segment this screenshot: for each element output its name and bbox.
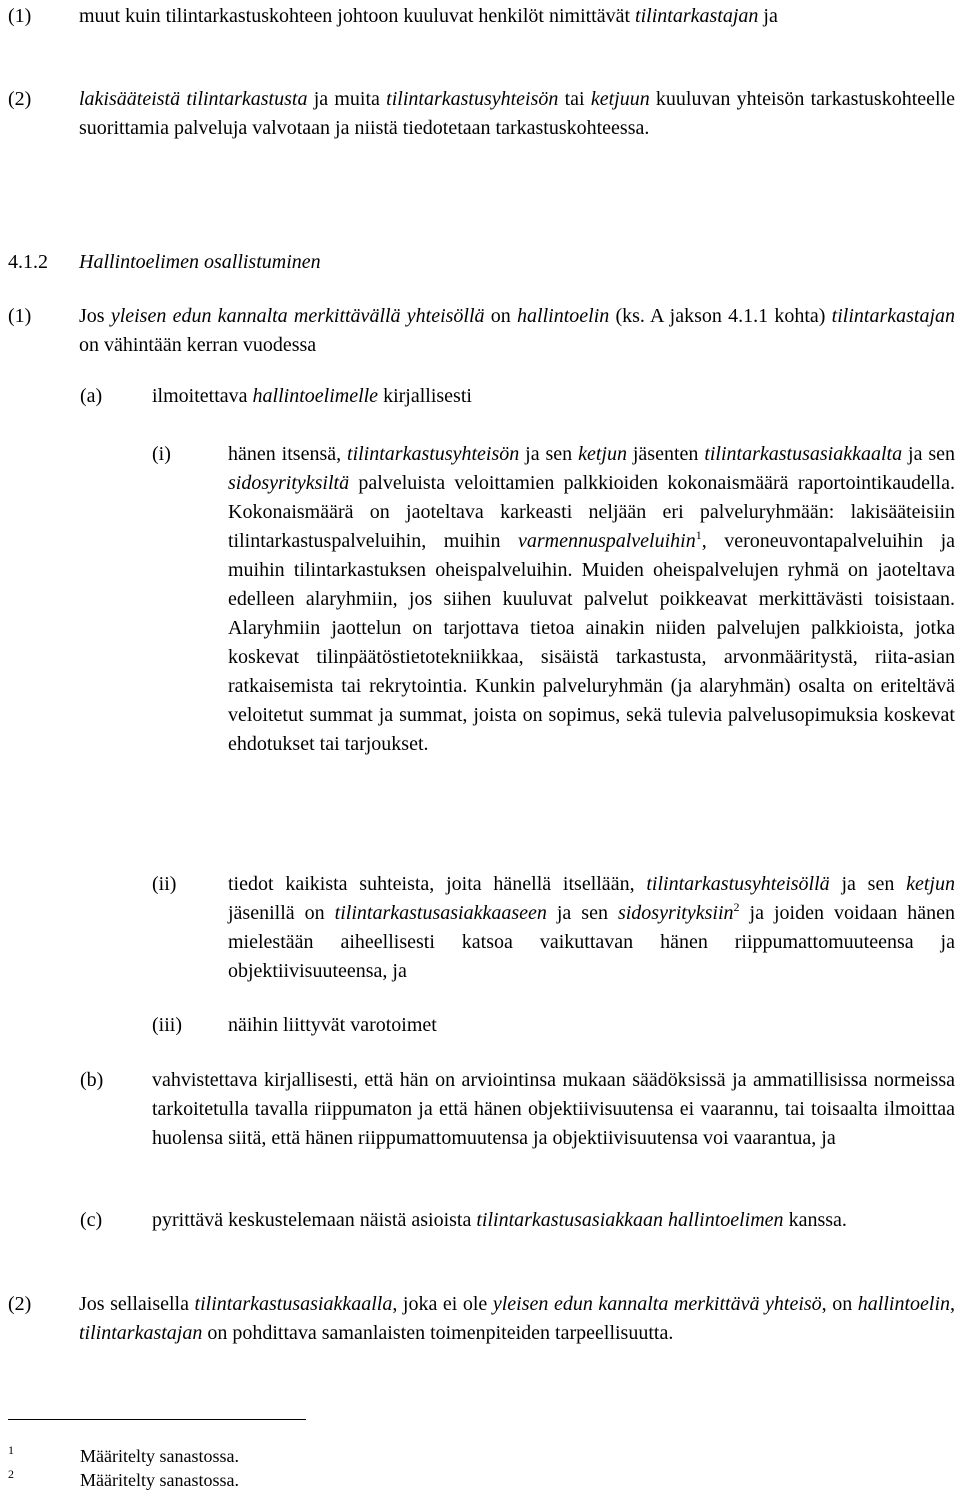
footnote-text: Määritelty sanastossa.	[80, 1446, 239, 1466]
item-text: pyrittävä keskustelemaan näistä asioista tilintarkastusasiakkaan hallintoelimen kanssa.	[152, 1209, 847, 1231]
paragraph-text: muut kuin tilintarkastuskohteen johtoon kuuluvat henkilöt nimittävät tilintarkastajan ja	[79, 5, 778, 27]
footnote-ref-1[interactable]: 1	[695, 528, 702, 542]
footnote-number: 2	[8, 1467, 14, 1481]
subitem-number: (iii)	[152, 1014, 182, 1036]
paragraph-2	[8, 85, 955, 143]
paragraph-text: lakisääteistä tilintarkastusta ja muita tilintarkastusyhteisön tai ketjuun kuuluvan yhteisön tarkastuskohteelle suorittamia palveluja valvotaan ja niistä tiedotetaan tarkastuskohteessa.	[79, 88, 955, 139]
subitem-number: (ii)	[152, 873, 177, 895]
subitem-i	[152, 440, 955, 759]
paragraph-number: (1)	[8, 5, 32, 27]
item-a	[80, 382, 955, 411]
footnote-ref-2[interactable]: 2	[733, 900, 740, 914]
footnote-divider	[8, 1419, 306, 1420]
subitem-ii	[152, 870, 955, 986]
paragraph-number: (2)	[8, 1293, 32, 1315]
item-number: (c)	[80, 1209, 103, 1231]
item-text: ilmoitettava hallintoelimelle kirjallisesti	[152, 385, 472, 407]
section-number: 4.1.2	[8, 251, 48, 273]
subitem-number: (i)	[152, 443, 171, 465]
paragraph-number: (1)	[8, 305, 32, 327]
item-c	[80, 1206, 955, 1235]
section-heading	[8, 248, 955, 277]
paragraph-number: (2)	[8, 88, 32, 110]
section-paragraph-1	[8, 302, 955, 360]
item-b	[80, 1066, 955, 1153]
item-text: vahvistettava kirjallisesti, että hän on arviointinsa mukaan säädöksissä ja ammatillisissa normeissa tarkoitetulla tavalla riippumaton ja että hänen objektiivisuutensa ei vaarannu, tai toisaalta ilmoittaa huolensa siitä, että hänen riippumattomuutensa ja objektiivisuutensa voi vaarantua, ja	[152, 1069, 955, 1149]
footnote-number: 1	[8, 1443, 14, 1457]
item-number: (b)	[80, 1069, 104, 1091]
subitem-text: hänen itsensä, tilintarkastusyhteisön ja sen ketjun jäsenten tilintarkastusasiakkaalta ja sen sidosyrityksiltä palveluista veloittamien palkkioiden kokonaismäärä raportointikaudella. Kokonaismäärä on jaoteltava karkeasti neljään eri palveluryhmään: lakisääteisiin tilintarkastuspalveluihin, muihin varmennuspalveluihin$^1$, veroneuvontapalveluihin ja muihin tilintarkastuksen oheispalveluihin. Muiden oheispalvelujen ryhmä on jaoteltava edelleen alaryhmiin, jos siihen kuuluvat palvelut poikkeavat merkittävästi toisistaan. Alaryhmiin jaottelun on tarjottava tietoa ainakin niiden palvelujen palkkioista, jotka koskevat tilinpäätöstietotekniikkaa, sisäistä tarkastusta, arvonmääritystä, riita-asian ratkaisemista tai rekrytointia. Kunkin palveluryhmän (ja alaryhmän) osalta on eriteltävä veloitetut summat ja summat, joista on sopimus, sekä tulevia palvelusopimuksia koskevat ehdotukset tai tarjoukset.	[228, 443, 956, 755]
footnote-text: Määritelty sanastossa.	[80, 1470, 239, 1490]
subitem-iii	[152, 1011, 955, 1040]
paragraph-1	[8, 2, 955, 31]
paragraph-text: Jos yleisen edun kannalta merkittävällä yhteisöllä on hallintoelin (ks. A jakson 4.1.1 kohta) tilintarkastajan on vähintään kerran vuodessa	[79, 305, 955, 356]
subitem-text: näihin liittyvät varotoimet	[228, 1014, 437, 1036]
subitem-text: tiedot kaikista suhteista, joita hänellä itsellään, tilintarkastusyhteisöllä ja sen ketjun jäsenillä on tilintarkastusasiakkaaseen ja sen sidosyrityksiin$^2$ ja joiden voidaan hänen mielestään aiheellisesti katsoa vaikuttavan hänen riippumattomuuteensa ja objektiivisuuteensa, ja	[228, 873, 956, 982]
section-paragraph-2	[8, 1290, 955, 1348]
section-title: Hallintoelimen osallistuminen	[79, 251, 321, 273]
item-number: (a)	[80, 385, 103, 407]
paragraph-text: Jos sellaisella tilintarkastusasiakkaalla, joka ei ole yleisen edun kannalta merkittävä yhteisö, on hallintoelin, tilintarkastajan on pohdittava samanlaisten toimenpiteiden tarpeellisuutta.	[79, 1293, 955, 1344]
